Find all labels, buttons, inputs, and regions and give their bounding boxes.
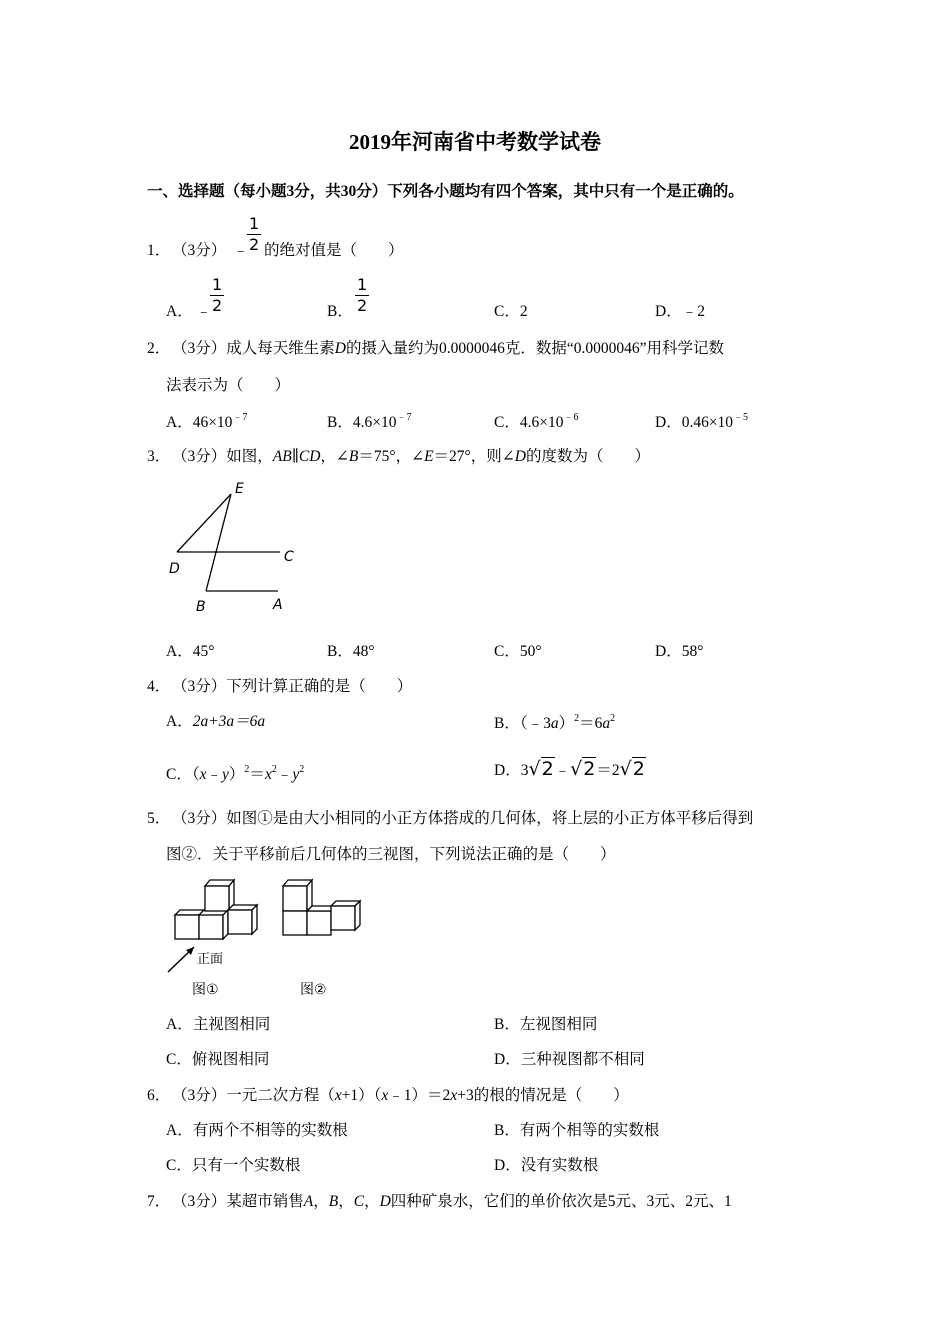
q4-c-exp2: 2 [271,764,277,775]
q4-c-x: x [199,766,207,783]
q7-stem-b: 四种矿泉水，它们的单价依次是5元、3元、2元、1 [390,1193,732,1210]
q4-d-eq: ＝ [596,762,612,779]
q3-label-a: A [273,597,283,613]
q3-stem-b: ，∠ [320,448,349,465]
q4-c-expr-a: （ [191,766,200,783]
q6-option-a: A．有两个不相等的实数根 [166,1122,348,1139]
q6-stem-d: +3的根的情况是（ ） [457,1087,629,1104]
q4-c-exp: 2 [244,764,250,775]
q5-option-a: A．主视图相同 [166,1016,271,1033]
q4-c-minus2: ﹣ [276,766,293,783]
q2-c-base: C．4.6×10 [494,414,564,431]
q1-option-a-minus: ﹣ [196,303,212,320]
q3-label-d: D [169,561,180,577]
q7-comma-1: ， [313,1193,329,1210]
q6-stem-a: （3分）一元二次方程（ [172,1087,335,1104]
q1-b-num: 1 [357,275,368,294]
q4-c-x2: x [264,766,272,783]
q1-number: 1． [147,242,171,259]
q7-b: B [328,1193,339,1210]
q2-option-a [166,413,247,431]
q5-figure [160,875,380,1000]
q4-c-exp3: 2 [299,764,305,775]
q4-b-expr-c: ＝6 [579,715,603,732]
q5-front-label: 正面 [197,952,224,967]
q5-number: 5． [147,810,171,827]
q4-d-radical-1 [528,757,554,780]
q4-b-expr-a: （﹣3 [519,715,551,732]
q7-number: 7． [147,1193,171,1210]
q1-fraction [247,216,261,253]
q3-number: 3． [147,448,171,465]
q3-d: D [514,448,526,465]
q1-option-a-fraction [210,277,224,314]
q6-option-d: D．没有实数根 [494,1157,599,1174]
q3-label-b: B [196,599,206,615]
q6-x2: x [381,1087,389,1104]
page-title: 2019年河南省中考数学试卷 [349,130,601,154]
q1-stem: 的绝对值是（ ） [264,242,404,259]
q7-stem [172,1194,732,1210]
q5-option-b: B．左视图相同 [494,1016,598,1033]
q2-line1-b: 的摄入量约为0.0000046克．数据“0.0000046”用科学记数 [345,340,724,357]
q5-caption-2: 图② [300,982,327,998]
q3-option-c: C．50° [494,643,542,660]
q2-option-c [494,413,578,431]
q3-e: E [424,448,434,465]
q2-c-exp: ﹣6 [563,412,579,423]
q4-d-radicand-1: 2 [541,758,554,780]
q4-d-coef1: 3 [520,762,529,779]
q2-option-d [655,413,748,431]
q3-option-a: A．45° [166,643,215,660]
q2-b-base: B．4.6×10 [327,414,397,431]
q2-d-base: D．0.46×10 [655,414,734,431]
q3-option-b: B．48° [327,643,375,660]
q1-option-b-label: B． [327,303,353,320]
q4-d-radicand-3: 2 [632,758,645,780]
q6-stem-c: ﹣1）＝2 [388,1087,451,1104]
q6-number: 6． [147,1087,171,1104]
q4-b-exp: 2 [574,713,580,724]
q5-figure-2 [283,880,360,935]
q4-d-radicand-2: 2 [583,758,596,780]
q4-c-y2: y [292,766,300,783]
q2-line1 [172,341,724,357]
q3-label-e: E [235,481,244,497]
q3-cd: CD [298,448,321,465]
q4-d-root-sign-2: √ [570,758,583,780]
q2-a-base: A．46×10 [166,414,233,431]
q5-caption-1: 图① [192,982,219,998]
q1-frac-num: 1 [249,214,260,233]
q2-number: 2． [147,340,171,357]
q4-b-label: B． [494,715,520,732]
section-heading: 一、选择题（每小题3分，共30分）下列各小题均有四个答案，其中只有一个是正确的。 [147,183,744,200]
q1-score: （3分） [172,242,227,259]
q4-stem: （3分）下列计算正确的是（ ） [172,678,413,695]
q4-d-minus: ﹣ [554,762,571,779]
q5-option-d: D．三种视图都不相同 [494,1051,645,1068]
q5-option-c: C．俯视图相同 [166,1051,270,1068]
q2-var-d: D [334,340,346,357]
q4-number: 4． [147,678,171,695]
q4-option-d [494,760,646,779]
q7-stem-a: （3分）某超市销售 [172,1193,304,1210]
q4-b-exp2: 2 [610,713,616,724]
q4-d-root-sign-1: √ [528,758,541,780]
q3-stem [172,449,650,465]
q7-a: A [303,1193,314,1210]
q1-option-d: D．﹣2 [655,303,705,320]
q1-minus: ﹣ [233,242,249,259]
q4-option-c [166,765,304,783]
q1-b-den: 2 [357,296,368,315]
q7-d: D [379,1193,391,1210]
q4-c-eq: ＝ [249,766,265,783]
q4-c-y: y [222,766,229,783]
q3-stem-d: ＝27°，则∠ [433,448,515,465]
q2-d-exp: ﹣5 [733,412,749,423]
q5-line2: 图②．关于平移前后几何体的三视图，下列说法正确的是（ ） [166,846,616,863]
q6-option-c: C．只有一个实数根 [166,1157,301,1174]
q3-line-eb [206,494,231,591]
q7-c: C [353,1193,365,1210]
q4-d-coef2: 2 [611,762,620,779]
q4-c-label: C． [166,766,192,783]
q1-option-a-label: A． [166,303,193,320]
q3-option-d: D．58° [655,643,704,660]
q1-a-num: 1 [212,275,223,294]
q6-stem-b: +1）（ [341,1087,382,1104]
q3-parallel: ∥ [291,448,299,465]
q3-ab: AB [272,448,292,465]
q5-figure-1 [175,880,257,939]
q6-stem [172,1088,629,1104]
q3-figure [160,475,310,615]
q2-line1-a: （3分）成人每天维生素 [172,340,335,357]
q2-line2: 法表示为（ ） [166,377,291,394]
q6-x3: x [450,1087,458,1104]
q3-b: B [348,448,359,465]
q4-d-root-sign-3: √ [619,758,632,780]
q6-option-b: B．有两个相等的实数根 [494,1122,660,1139]
q2-option-b [327,413,411,431]
q5-line1: （3分）如图①是由大小相同的小正方体搭成的几何体，将上层的小正方体平移后得到 [172,810,754,827]
q1-frac-den: 2 [249,235,260,254]
q2-a-exp: ﹣7 [232,412,248,423]
q4-b-var2: a [602,715,611,732]
q4-option-b [494,714,615,732]
q3-label-c: C [284,549,294,565]
q4-d-radical-2 [570,757,596,780]
q7-comma-2: ， [338,1193,354,1210]
q1-option-b-fraction [355,277,369,314]
q3-stem-e: 的度数为（ ） [525,448,650,465]
q1-option-c: C．2 [494,303,528,320]
q4-b-expr-b: ） [558,715,575,732]
q4-c-expr-b: ） [228,766,245,783]
q3-stem-a: （3分）如图， [172,448,273,465]
q4-option-a [166,714,265,730]
q1-a-den: 2 [212,296,223,315]
q3-stem-c: ＝75°，∠ [358,448,425,465]
q4-c-minus: ﹣ [206,766,223,783]
q4-d-label: D． [494,762,521,779]
q6-x1: x [334,1087,342,1104]
q4-b-var: a [550,715,559,732]
q7-comma-3: ， [364,1193,380,1210]
q4-a-expr: 2a+3a＝6a [192,713,266,730]
q4-a-label: A． [166,713,193,730]
q4-d-radical-3 [620,757,646,780]
q2-b-exp: ﹣7 [396,412,412,423]
